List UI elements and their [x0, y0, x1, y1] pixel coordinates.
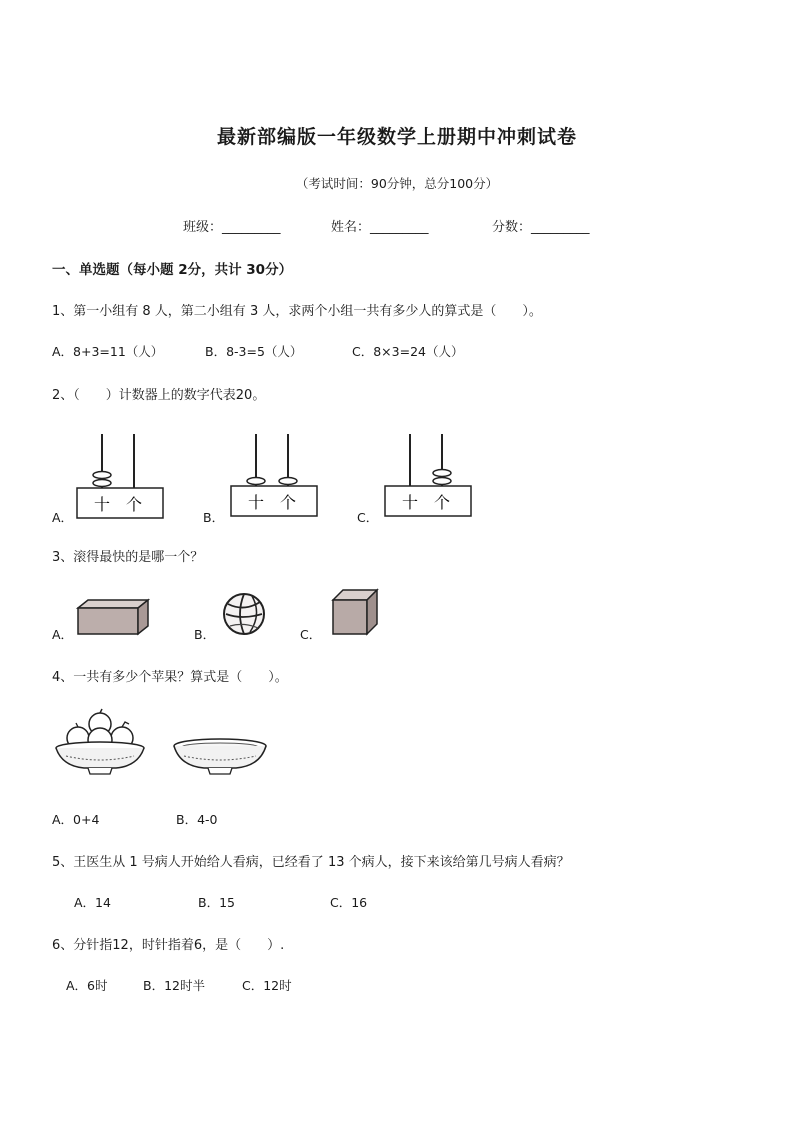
question-1: 1、第一小组有 8 人，第二小组有 3 人，求两个小组一共有多少人的算式是（ ）。 — [52, 304, 542, 319]
ball-image — [222, 592, 268, 638]
q4-option-a[interactable]: A．0+4 — [52, 812, 100, 827]
q5-option-c[interactable]: C．16 — [330, 895, 368, 910]
q2-option-a[interactable]: A． — [52, 510, 74, 525]
q2-option-b[interactable]: B． — [203, 510, 225, 525]
abacus-a-tens-label: 十 — [93, 495, 111, 514]
question-2: 2、（ ）计数器上的数字代表20。 — [52, 388, 266, 403]
q3-option-b[interactable]: B． — [194, 627, 216, 642]
q5-option-b[interactable]: B．15 — [198, 895, 235, 910]
class-field[interactable]: 班级：_________ — [183, 220, 281, 235]
q6-option-c[interactable]: C．12时 — [242, 978, 292, 993]
abacus-c-tens-label: 十 — [401, 493, 419, 512]
q6-option-b[interactable]: B．12时半 — [143, 978, 205, 993]
q6-option-a[interactable]: A．6时 — [66, 978, 108, 993]
abacus-a-image — [76, 432, 166, 522]
q3-option-c[interactable]: C． — [300, 627, 322, 642]
question-6: 6、分针指12，时针指着6，是（ ）. — [52, 938, 285, 953]
q5-option-a[interactable]: A．14 — [74, 895, 111, 910]
exam-subtitle: （考试时间：90分钟，总分100分） — [295, 176, 499, 191]
cube-image — [331, 588, 381, 638]
q2-option-c[interactable]: C． — [357, 510, 379, 525]
abacus-c-image — [384, 432, 474, 522]
q4-option-b[interactable]: B．4-0 — [176, 812, 218, 827]
question-4: 4、一共有多少个苹果？算式是（ ）。 — [52, 670, 288, 685]
q1-option-c[interactable]: C．8×3=24（人） — [352, 344, 464, 359]
cuboid-image — [76, 598, 152, 638]
score-field[interactable]: 分数：_________ — [492, 220, 590, 235]
name-field[interactable]: 姓名：_________ — [331, 220, 429, 235]
question-5: 5、王医生从 1 号病人开始给人看病，已经看了 13 个病人，接下来该给第几号病人看病？ — [52, 855, 570, 870]
q3-option-a[interactable]: A． — [52, 627, 74, 642]
abacus-c-ones-label: 个 — [433, 493, 451, 512]
section-heading: 一、单选题（每小题 2分，共计 30分） — [52, 262, 293, 278]
question-3: 3、滚得最快的是哪一个？ — [52, 550, 204, 565]
empty-bowl-image — [172, 736, 268, 778]
abacus-a-ones-label: 个 — [125, 495, 143, 514]
exam-title: 最新部编版一年级数学上册期中冲刺试卷 — [216, 126, 577, 148]
abacus-b-image — [230, 432, 320, 522]
q1-option-a[interactable]: A．8+3=11（人） — [52, 344, 164, 359]
abacus-b-ones-label: 个 — [279, 493, 297, 512]
abacus-b-tens-label: 十 — [247, 493, 265, 512]
apple-bowl-image — [54, 708, 146, 776]
q1-option-b[interactable]: B．8-3=5（人） — [205, 344, 303, 359]
